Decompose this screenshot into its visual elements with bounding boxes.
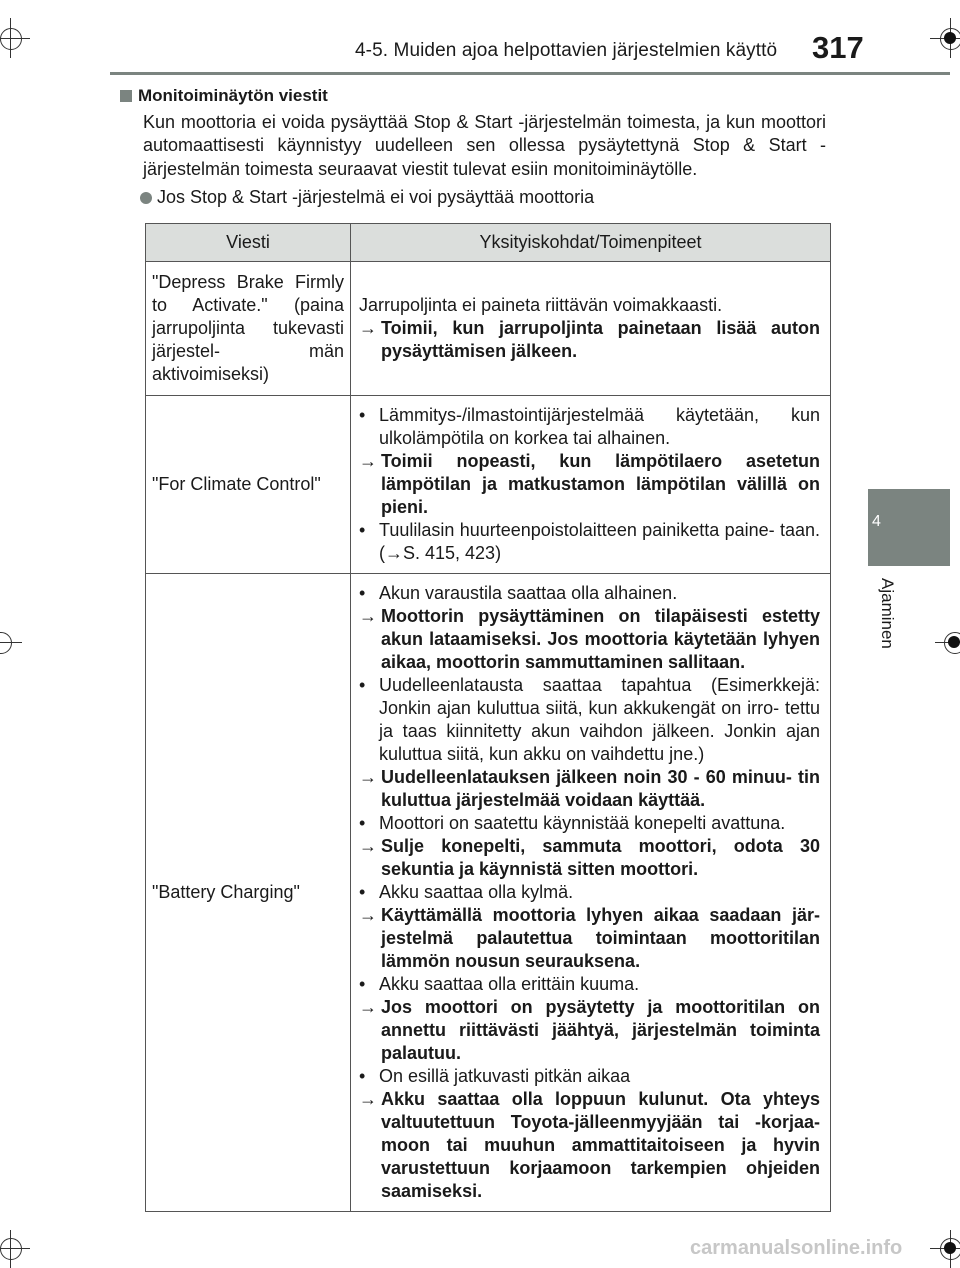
- detail-bullet: [359, 404, 820, 450]
- detail-bullet-text: Tuulilasin huurteenpoistolaitteen painiketta paine- taan. (→S. 415, 423): [379, 520, 820, 563]
- arrow-right-icon: →: [359, 767, 377, 787]
- detail-action-text: Uudelleenlatauksen jälkeen noin 30 - 60 minuu- tin kuluttua järjestelmää voidaan käyttää.: [381, 767, 820, 810]
- detail-bullet-text: Moottori on saatettu käynnistää konepelti avattuna.: [379, 813, 786, 833]
- detail-action-text: Sulje konepelti, sammuta moottori, odota 30 sekuntia ja käynnistä sitten moottori.: [381, 836, 820, 879]
- arrow-right-icon: →: [359, 451, 377, 471]
- detail-bullet-text: Lämmitys-/ilmastointijärjestelmää käytetään, kun ulkolämpötila on korkea tai alhainen.: [379, 405, 820, 448]
- detail-bullet: [359, 519, 820, 565]
- bullet-dot-icon: •: [359, 583, 366, 603]
- arrow-right-icon: →: [359, 606, 377, 626]
- bullet-dot-icon: •: [359, 1066, 366, 1086]
- column-header-message: Viesti: [146, 224, 351, 262]
- message-table: [145, 223, 831, 1212]
- detail-bullet: [359, 973, 820, 996]
- detail-bullet-text: Uudelleenlatausta saattaa tapahtua (Esimerkkejä: Jonkin ajan kuluttua siitä, kun akkukengät on irro- tettu ja taas kiinnitetty akun vaihdon jälkeen. Jonkin ajan kuluttua siitä, kun akku on vaihdettu jne.): [379, 675, 820, 764]
- bullet-dot-icon: •: [359, 520, 366, 540]
- detail-bullet-text: Akku saattaa olla erittäin kuuma.: [379, 974, 640, 994]
- detail-bullet-text: Akun varaustila saattaa olla alhainen.: [379, 583, 678, 603]
- bullet-dot-icon: •: [359, 882, 366, 902]
- detail-action-text: Akku saattaa olla loppuun kulunut. Ota yhteys valtuutettuun Toyota-jälleenmyyjään tai -korjaa- moon tai muuhun ammattitaitoiseen ja hyvin varustettuun korjaamoon tarkempien ohjeiden saamiseksi.: [381, 1089, 820, 1201]
- detail-text-content: Jarrupoljinta ei paineta riittävän voimakkaasti.: [359, 295, 723, 315]
- table-row: [146, 396, 831, 574]
- crop-mark: [0, 1238, 22, 1260]
- header-rule: [110, 72, 950, 75]
- registration-dot: [944, 32, 956, 44]
- detail-action: [359, 317, 820, 363]
- bullet-dot-icon: •: [359, 974, 366, 994]
- detail-bullet: [359, 674, 820, 766]
- watermark: carmanualsonline.info: [690, 1237, 903, 1259]
- registration-dot: [944, 1242, 956, 1254]
- bullet-dot-icon: •: [359, 675, 366, 695]
- page-number: 317: [812, 30, 864, 65]
- detail-action: [359, 996, 820, 1065]
- bullet-dot-icon: •: [359, 405, 366, 425]
- details-cell: [351, 396, 831, 574]
- detail-action: [359, 904, 820, 973]
- arrow-right-icon: →: [359, 997, 377, 1017]
- section-heading-text: Monitoiminäytön viestit: [138, 86, 328, 105]
- subsection-bullet: [140, 187, 594, 208]
- table-row: [146, 262, 831, 396]
- table-header-row: [146, 224, 831, 262]
- chapter-section-title: 4-5. Muiden ajoa helpottavien järjestelmien käyttö: [355, 40, 778, 61]
- detail-action: [359, 450, 820, 519]
- detail-action: [359, 766, 820, 812]
- detail-action-text: Jos moottori on pysäytetty ja moottoritilan on annettu riittävästi jäähtyä, järjestelmän toiminta palautuu.: [381, 997, 820, 1063]
- message-cell: "Depress Brake Firmly to Activate." (paina jarrupoljinta tukevasti järjestel- män aktivoimiseksi): [146, 262, 351, 396]
- registration-dot: [948, 636, 960, 648]
- detail-bullet: [359, 881, 820, 904]
- arrow-right-icon: →: [359, 836, 377, 856]
- detail-action: [359, 605, 820, 674]
- crop-mark: [0, 632, 12, 654]
- detail-bullet-text: Akku saattaa olla kylmä.: [379, 882, 574, 902]
- detail-action: [359, 1088, 820, 1203]
- bullet-dot-icon: •: [359, 813, 366, 833]
- message-cell: "For Climate Control": [146, 396, 351, 574]
- arrow-right-icon: →: [359, 905, 377, 925]
- column-header-details: Yksityiskohdat/Toimenpiteet: [351, 224, 831, 262]
- section-heading: [120, 86, 328, 106]
- details-cell: [351, 574, 831, 1212]
- details-cell: [351, 262, 831, 396]
- table-row: [146, 574, 831, 1212]
- message-cell: "Battery Charging": [146, 574, 351, 1212]
- circle-bullet-icon: [140, 192, 152, 204]
- chapter-tab-number: 4: [872, 513, 881, 530]
- detail-action-text: Toimii, kun jarrupoljinta painetaan lisää auton pysäyttämisen jälkeen.: [381, 318, 820, 361]
- square-bullet-icon: [120, 90, 132, 102]
- detail-action: [359, 835, 820, 881]
- detail-action-text: Käyttämällä moottoria lyhyen aikaa saadaan jär- jestelmä palautettua toimintaan moottoritilan lämmön nousun seurauksena.: [381, 905, 820, 971]
- detail-action-text: Moottorin pysäyttäminen on tilapäisesti estetty akun lataamiseksi. Jos moottoria käytetään lyhyen aikaa, moottorin sammuttaminen sallitaan.: [381, 606, 820, 672]
- detail-bullet-text: On esillä jatkuvasti pitkän aikaa: [379, 1066, 631, 1086]
- arrow-right-icon: →: [359, 318, 377, 338]
- chapter-tab-label: Ajaminen: [878, 578, 897, 649]
- detail-bullet: [359, 582, 820, 605]
- detail-action-text: Toimii nopeasti, kun lämpötilaero asetetun lämpötilan ja matkustamon lämpötilan välillä on pieni.: [381, 451, 820, 517]
- detail-bullet: [359, 812, 820, 835]
- detail-text: [359, 294, 820, 317]
- subsection-bullet-text: Jos Stop & Start -järjestelmä ei voi pysäyttää moottoria: [157, 187, 595, 207]
- crop-mark: [0, 28, 22, 50]
- intro-paragraph: Kun moottoria ei voida pysäyttää Stop & Start -järjestelmän toimesta, ja kun moottori automaattisesti käynnistyy uudelleen sen ollessa pysäytettynä Stop & Start -järjestelmän toimesta seuraavat viestit tulevat esiin monitoiminäytölle.: [143, 112, 826, 179]
- arrow-right-icon: →: [359, 1089, 377, 1109]
- detail-bullet: [359, 1065, 820, 1088]
